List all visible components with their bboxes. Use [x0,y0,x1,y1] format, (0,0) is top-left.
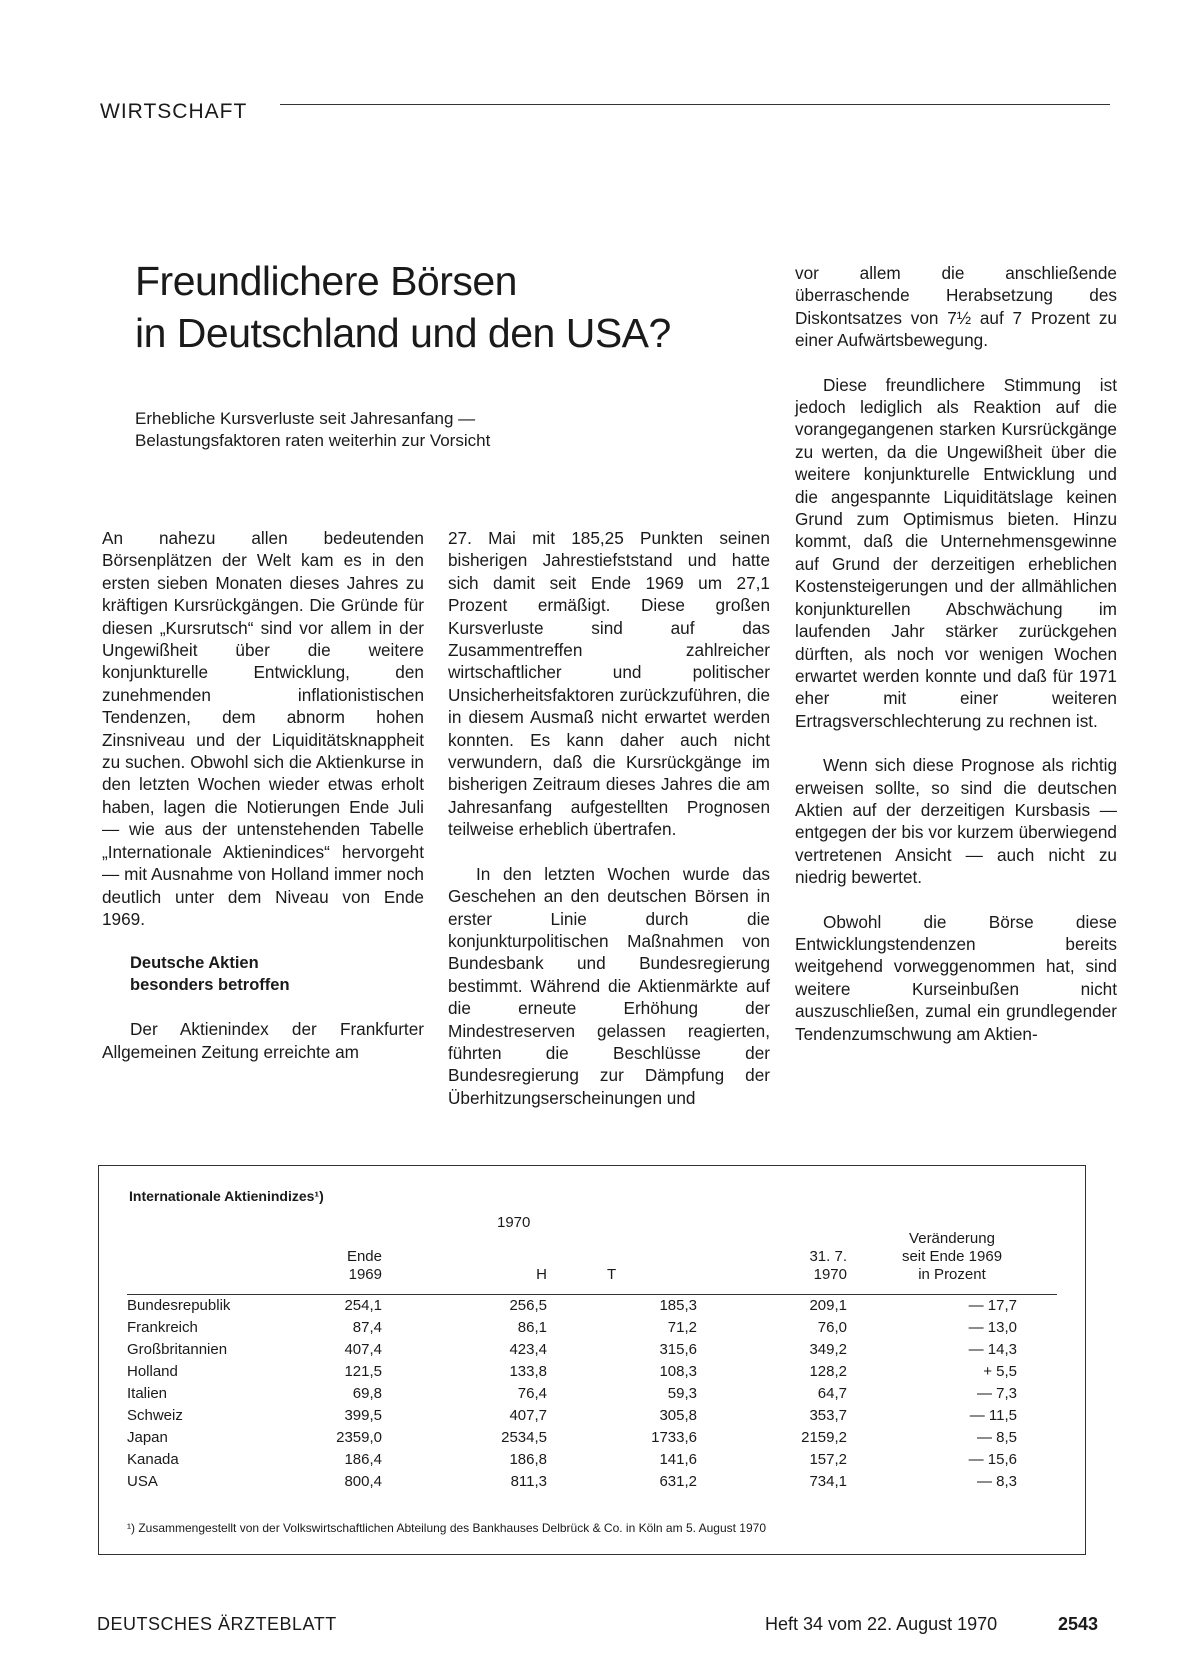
cell-country: Bundesrepublik [127,1297,231,1314]
table-header-row [127,1230,1057,1295]
cell-high: 2534,5 [501,1429,547,1446]
cell-ende-1969: 407,4 [344,1341,382,1358]
footer-issue: Heft 34 vom 22. August 1970 [765,1614,998,1634]
cell-country: Großbritannien [127,1341,228,1358]
cell-low: 71,2 [667,1319,697,1336]
heading-line-2: besonders betroffen [130,976,290,995]
cell-31-7-1970: 349,2 [809,1341,847,1358]
header-ende: Ende [346,1248,382,1265]
cell-31-7-1970: 76,0 [817,1319,847,1336]
cell-change: — 14,3 [968,1341,1017,1358]
cell-high: 256,5 [509,1297,547,1314]
cell-country: Holland [127,1363,178,1380]
cell-change: — 17,7 [968,1297,1017,1314]
cell-low: 141,6 [659,1451,697,1468]
cell-low: 315,6 [659,1341,697,1358]
header-ende-1969 [297,1230,382,1295]
heading-line-1: Deutsche Aktien [130,954,259,973]
section-heading [130,952,424,996]
table-footnote: ¹) Zusammengestellt von der Volkswirtschaftlichen Abteilung des Bankhauses Delbrück & Co. in Köln am 5. August 1970 [127,1521,767,1535]
section-rule [280,104,1110,105]
cell-31-7-1970: 209,1 [809,1297,847,1314]
subhead-line-2: Belastungsfaktoren raten weiterhin zur Vorsicht [135,431,491,450]
cell-country: Italien [127,1385,168,1402]
header-year-1970: 1970 [497,1214,531,1231]
table-body [127,1295,1057,1494]
cell-country: Frankreich [127,1319,198,1336]
cell-change: + 5,5 [983,1363,1017,1380]
cell-country: Kanada [127,1451,179,1468]
cell-low: 185,3 [659,1297,697,1314]
cell-low: 631,2 [659,1473,697,1490]
header-h-label: H [536,1266,547,1283]
header-t [497,1214,697,1295]
cell-country: Schweiz [127,1407,183,1424]
table-row [127,1471,1057,1493]
cell-change: — 8,5 [976,1429,1017,1446]
article-subheadline [135,408,655,452]
cell-high: 86,1 [517,1319,547,1336]
header-change-line-3: in Prozent [918,1266,986,1283]
cell-ende-1969: 800,4 [344,1473,382,1490]
cell-ende-1969: 254,1 [344,1297,382,1314]
cell-change: — 7,3 [976,1385,1017,1402]
cell-change: — 13,0 [968,1319,1017,1336]
article-column-3 [795,262,1117,1067]
cell-ende-1969: 69,8 [352,1385,382,1402]
header-country [127,1230,297,1295]
cell-high: 133,8 [509,1363,547,1380]
article-column-2 [448,527,770,1131]
paragraph: In den letzten Wochen wurde das Geschehen an den deutschen Börsen in erster Linie durch die konjunkturpolitischen Maßnahmen von Bundesbank und Bundesregierung bestimmt. Während die Aktienmärkte auf die erneute Erhöhung der Mindestreserven gelassen reagierten, führten die Beschlüsse der Bundesregierung zur Dämpfung der Überhitzungserscheinungen und [448,863,770,1108]
header-date [697,1230,847,1295]
cell-change: — 8,3 [976,1473,1017,1490]
cell-ende-1969: 2359,0 [336,1429,382,1446]
header-change-line-2: seit Ende 1969 [901,1248,1003,1265]
paragraph: vor allem die anschließende überraschende Herabsetzung des Diskontsatzes von 7½ auf 7 Prozent zu einer Aufwärtsbewegung. [795,263,1117,351]
header-change-line-1: Veränderung [909,1230,995,1247]
cell-31-7-1970: 157,2 [809,1451,847,1468]
table-row [127,1383,1057,1405]
header-year-1969: 1969 [348,1266,382,1283]
header-h [382,1230,547,1295]
index-table [127,1214,1057,1493]
header-change [847,1230,1057,1295]
cell-high: 811,3 [510,1473,547,1490]
table-row [127,1317,1057,1339]
headline-line-1: Freundlichere Börsen [135,258,517,304]
cell-31-7-1970: 734,1 [809,1473,847,1490]
paragraph: Der Aktienindex der Frankfurter Allgemeinen Zeitung erreichte am [102,1019,424,1062]
index-table-box [98,1165,1086,1555]
cell-31-7-1970: 2159,2 [801,1429,847,1446]
paragraph: Obwohl die Börse diese Entwicklungstendenzen bereits weitgehend vorweggenommen hat, sind weitere Kurseinbußen nicht auszuschließen, zumal ein grundlegender Tendenzumschwung am Aktien- [795,911,1117,1044]
page-number: 2543 [1058,1614,1099,1634]
header-date-year: 1970 [813,1266,847,1283]
cell-31-7-1970: 353,7 [809,1407,847,1424]
table-row [127,1427,1057,1449]
cell-ende-1969: 399,5 [344,1407,382,1424]
cell-31-7-1970: 128,2 [809,1363,847,1380]
table-row [127,1405,1057,1427]
article-headline [135,255,755,359]
cell-high: 423,4 [509,1341,547,1358]
article-column-1 [102,527,424,1085]
cell-country: USA [127,1473,158,1490]
paragraph: Diese freundlichere Stimmung ist jedoch lediglich als Reaktion auf die vorangegangenen starken Kursrückgänge zu werten, da die Ungewißheit über die weitere konjunkturelle Entwicklung und die angespannte Liquiditätslage keinen Grund zum Optimismus bieten. Hinzu kommt, daß die Unternehmensgewinne auf Grund der derzeitigen erheblichen Kostensteigerungen und der allmählichen konjunkturellen Abschwächung im laufenden Jahr stärker zurückgehen dürften, als noch vor wenigen Wochen erwartet werden konnte und daß für 1971 eher mit einer weiteren Ertragsverschlechterung zu rechnen ist. [795,374,1117,731]
subhead-line-1: Erhebliche Kursverluste seit Jahresanfang — [135,409,476,428]
cell-country: Japan [127,1429,168,1446]
headline-line-2: in Deutschland und den USA? [135,310,671,356]
cell-change: — 11,5 [969,1407,1017,1424]
header-date-label: 31. 7. [809,1248,847,1265]
table-row [127,1449,1057,1471]
cell-ende-1969: 87,4 [352,1319,382,1336]
cell-ende-1969: 186,4 [344,1451,382,1468]
footer-journal: DEUTSCHES ÄRZTEBLATT [97,1614,337,1634]
paragraph: An nahezu allen bedeutenden Börsenplätzen der Welt kam es in den ersten sieben Monaten dieses Jahres zu kräftigen Kursrückgängen. Die Gründe für diesen „Kursrutsch“ sind vor allem in der Ungewißheit über die weitere konjunkturelle Entwicklung, den zunehmenden inflationistischen Tendenzen, dem abnorm hohen Zinsniveau und der Liquiditätsknappheit zu suchen. Obwohl sich die Aktienkurse in den letzten Wochen wieder etwas erholt haben, lagen die Notierungen Ende Juli — wie aus der untenstehenden Tabelle „Internationale Aktienindices“ hervorgeht — mit Ausnahme von Holland immer noch deutlich unter dem Niveau von Ende 1969. [102,528,424,929]
table-row [127,1295,1057,1318]
cell-low: 305,8 [659,1407,697,1424]
section-label: WIRTSCHAFT [100,100,248,123]
table-row [127,1339,1057,1361]
cell-low: 108,3 [659,1363,697,1380]
table-row [127,1361,1057,1383]
cell-low: 59,3 [667,1385,697,1402]
cell-high: 186,8 [509,1451,547,1468]
cell-low: 1733,6 [651,1429,697,1446]
paragraph: Wenn sich diese Prognose als richtig erweisen sollte, so sind die deutschen Aktien auf der derzeitigen Kursbasis — entgegen der bis vor kurzem überwiegend vertretenen Ansicht — auch nicht zu niedrig bewertet. [795,755,1117,888]
cell-ende-1969: 121,5 [344,1363,382,1380]
paragraph: 27. Mai mit 185,25 Punkten seinen bisherigen Jahrestiefststand und hatte sich damit seit Ende 1969 um 27,1 Prozent ermäßigt. Diese großen Kursverluste sind auf das Zusammentreffen zahlreicher wirtschaftlicher und politischer Unsicherheitsfaktoren zurückzuführen, die in diesem Ausmaß nicht erwartet werden konnten. Es kann daher auch nicht verwundern, daß die Kursrückgänge im bisherigen Zeitraum dieses Jahres die am Jahresanfang aufgestellten Prognosen teilweise erheblich übertrafen. [448,528,770,840]
table-title: Internationale Aktienindizes¹) [129,1188,324,1204]
header-t-label: T [607,1266,617,1283]
cell-31-7-1970: 64,7 [817,1385,847,1402]
cell-high: 76,4 [517,1385,547,1402]
cell-change: — 15,6 [968,1451,1017,1468]
cell-high: 407,7 [509,1407,547,1424]
